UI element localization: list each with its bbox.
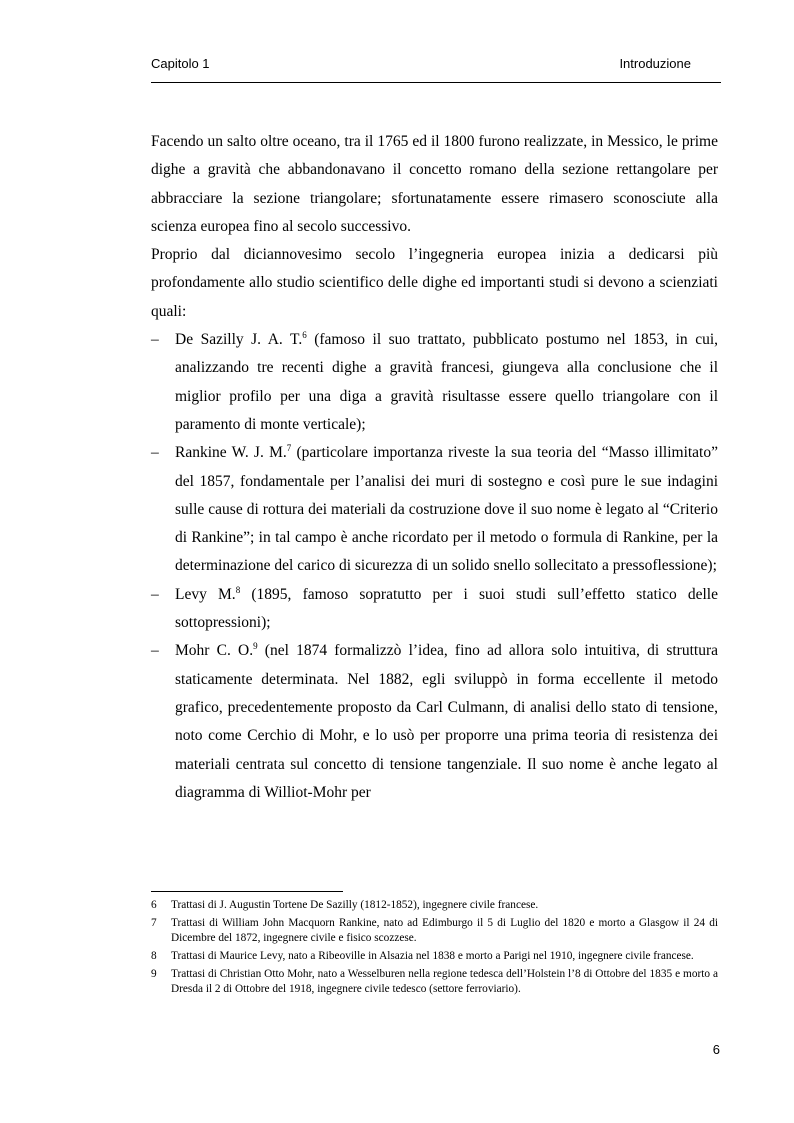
paragraph: Facendo un salto oltre oceano, tra il 1765 ed il 1800 furono realizzate, in Messico, le prime dighe a gravità che abbandonavano il concetto romano della sezione rettangolare per abbracciare la sezione triangolare; sfortunatamente essere rimasero sconosciute alla scienza europea fino al secolo successivo. [151, 133, 718, 235]
footnote [151, 898, 718, 913]
main-text [151, 128, 718, 807]
list-item [151, 326, 718, 439]
scientist-name: Mohr C. O. [175, 642, 254, 660]
footnote-ref: 9 [253, 641, 258, 652]
footnote-number: 6 [151, 899, 157, 911]
footnote-ref: 6 [302, 329, 307, 340]
list-item [151, 439, 718, 580]
chapter-label: Capitolo 1 [151, 56, 210, 71]
list-dash: – [151, 444, 159, 462]
footnote-text: Trattasi di J. Augustin Tortene De Sazilly (1812-1852), ingegnere civile francese. [171, 899, 539, 911]
list-dash: – [151, 585, 159, 603]
footnotes [151, 898, 718, 1000]
footnote-text: Trattasi di Maurice Levy, nato a Ribeoville in Alsazia nel 1838 e morto a Parigi nel 1910, ingegnere civile francese. [171, 950, 694, 962]
scientist-name: Levy M. [175, 585, 236, 603]
footnote-ref: 8 [235, 584, 241, 595]
list-item-text: (1895, famoso sopratutto per i suoi studi sull’effetto statico delle sottopressioni); [175, 585, 718, 632]
footnote-text: Trattasi di Christian Otto Mohr, nato a Wesselburen nella regione tedesca dell’Holstein l’8 di Ottobre del 1835 e morto a Dresda il 2 di Ottobre del 1918, ingegnere civile tedesco (settore ferroviario). [171, 968, 718, 995]
footnote-ref: 7 [286, 443, 292, 454]
list-item-text: (famoso il suo trattato, pubblicato postumo nel 1853, in cui, analizzando tre recenti dighe a gravità francesi, giungeva alla conclusione che il miglior profilo per una diga a gravità risultasse essere quello triangolare con il paramento di monte verticale); [175, 331, 719, 433]
footnote [151, 967, 718, 997]
paragraph: Proprio dal diciannovesimo secolo l’ingegneria europea inizia a dedicarsi più profondamente allo studio scientifico delle dighe ed importanti studi si devono a scienziati quali: [151, 246, 718, 320]
footnote-number: 9 [151, 968, 157, 980]
list-item [151, 581, 718, 638]
running-header [151, 56, 721, 83]
footnote-divider [151, 891, 343, 892]
list-item [151, 637, 718, 807]
list-dash: – [151, 331, 159, 349]
section-label: Introduzione [619, 56, 691, 71]
list-item-text: (particolare importanza riveste la sua teoria del “Masso illimitato” del 1857, fondamentale per l’analisi dei muri di sostegno e così pure le sue indagini sulle cause di rottura dei materiali da costruzione dove il suo nome è legato al “Criterio di Rankine”; in tal campo è anche ricordato per il metodo o formula di Rankine, per la determinazione del carico di sicurezza di un solido snello sollecitato a pressoflessione); [175, 444, 718, 575]
page-number: 6 [712, 1042, 720, 1057]
list-item-text: (nel 1874 formalizzò l’idea, fino ad allora solo intuitiva, di struttura staticamente determinata. Nel 1882, egli sviluppò in forma eccellente il metodo grafico, precedentemente proposto da Carl Culmann, di analisi dello stato di tensione, noto come Cerchio di Mohr, e lo usò per proporre una prima teoria di resistenza dei materiali centrata sul concetto di tensione tangenziale. Il suo nome è anche legato al diagramma di Williot-Mohr per [175, 642, 718, 801]
footnote [151, 949, 718, 964]
list-dash: – [151, 642, 159, 660]
scientist-name: De Sazilly J. A. T. [175, 331, 303, 349]
scientist-name: Rankine W. J. M. [175, 444, 287, 462]
footnote-text: Trattasi di William John Macquorn Rankine, nato ad Edimburgo il 5 di Luglio del 1820 e morto a Glasgow il 24 di Dicembre del 1872, ingegnere civile e fisico scozzese. [171, 917, 718, 944]
footnote-number: 8 [151, 950, 157, 962]
footnote-number: 7 [151, 917, 157, 929]
footnote [151, 916, 718, 946]
